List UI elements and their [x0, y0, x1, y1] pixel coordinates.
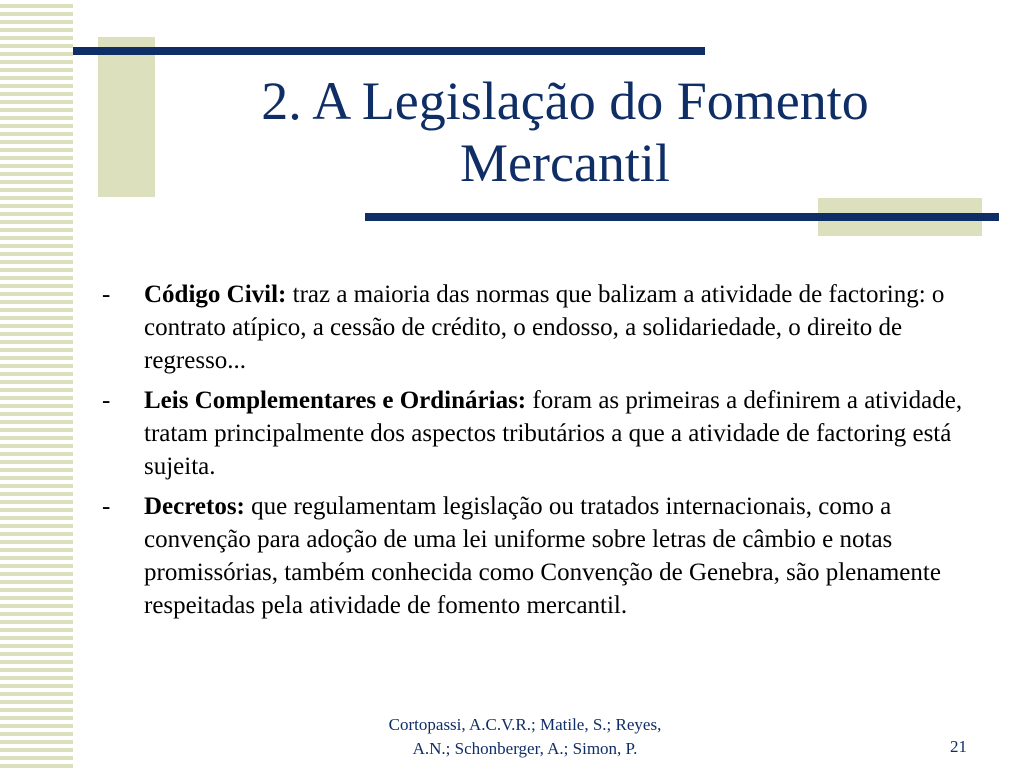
bullet-item-decretos: [100, 490, 980, 622]
slide-title: [175, 70, 955, 194]
title-rule-bottom: [365, 213, 999, 221]
slide-title-line-1: 2. A Legislação do Fomento: [261, 71, 869, 131]
bullet-marker: -: [102, 387, 111, 414]
striped-side-bar: [0, 0, 73, 768]
bullet-text: [144, 384, 980, 483]
accent-block-top-left: [98, 37, 155, 197]
footer-line-2: A.N.; Schonberger, A.; Simon, P.: [412, 739, 638, 758]
bullet-marker: -: [102, 281, 111, 308]
bullet-text: [144, 490, 980, 622]
footer-authors: [340, 713, 710, 761]
bullet-heading: Código Civil:: [144, 281, 287, 308]
bullet-body: que regulamentam legislação ou tratados internacionais, como a convenção para adoção de uma lei uniforme sobre letras de câmbio e notas promissórias, também conhecida como Convenção de Genebra, são plenamente respeitadas pela atividade de fomento mercantil.: [144, 493, 941, 619]
bullet-list: [100, 278, 980, 629]
footer-line-1: Cortopassi, A.C.V.R.; Matile, S.; Reyes,: [388, 715, 662, 734]
title-rule-top: [73, 47, 705, 55]
slide-title-line-2: Mercantil: [460, 133, 670, 193]
bullet-heading: Leis Complementares e Ordinárias:: [144, 387, 527, 414]
bullet-body: foram as primeiras a definirem a atividade, tratam principalmente dos aspectos tributários a que a atividade de factoring está sujeita.: [144, 387, 963, 480]
bullet-body: traz a maioria das normas que balizam a atividade de factoring: o contrato atípico, a cessão de crédito, o endosso, a solidariedade, o direito de regresso...: [144, 281, 945, 374]
bullet-item-leis: [100, 384, 980, 483]
bullet-heading: Decretos:: [144, 493, 245, 520]
bullet-marker: -: [102, 493, 111, 520]
bullet-item-codigo-civil: [100, 278, 980, 377]
bullet-text: [144, 278, 980, 377]
page-number: 21: [950, 737, 967, 756]
